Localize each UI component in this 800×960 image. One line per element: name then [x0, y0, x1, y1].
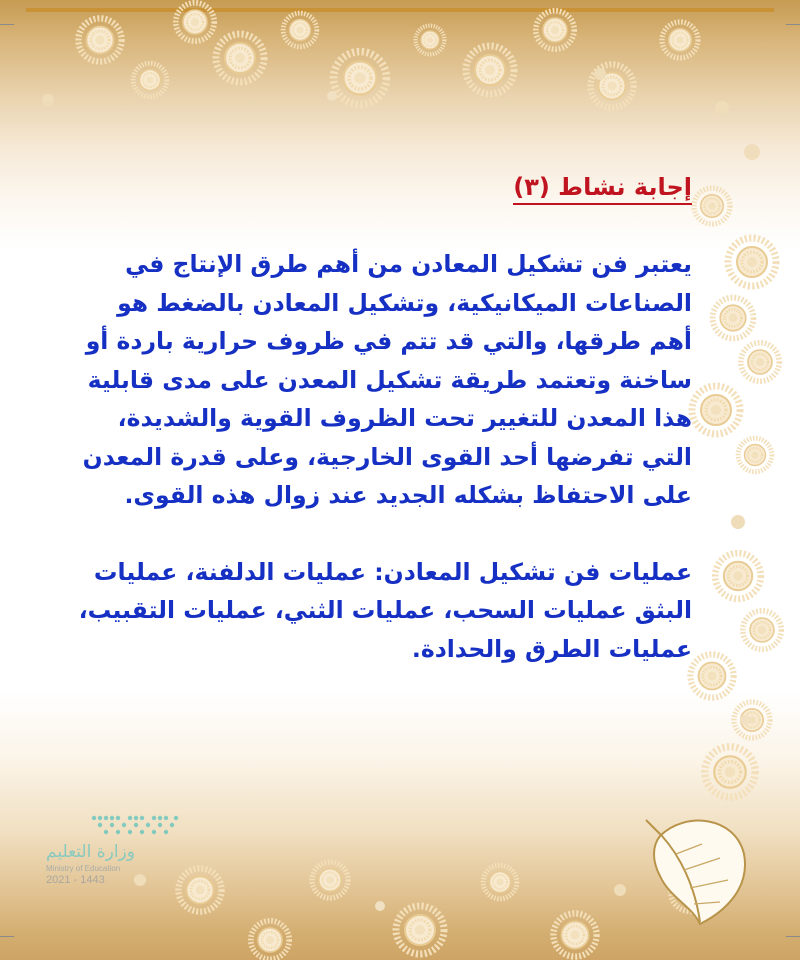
ministry-logo	[44, 812, 184, 892]
activity-heading: إجابة نشاط (٣)	[513, 171, 692, 205]
ministry-name-ar: وزارة التعليم	[46, 842, 135, 862]
paragraph-forming-processes: عمليات فن تشكيل المعادن: عمليات الدلفنة، عمليات البثق عمليات السحب، عمليات الثني، عمليات التقبيب، عمليات الطرق والحدادة.	[78, 557, 692, 663]
ministry-logo-icon	[90, 812, 182, 838]
edition-year: 2021 - 1443	[46, 874, 105, 886]
ministry-name-en: Ministry of Education	[46, 864, 121, 873]
leaf-ornament-icon	[640, 806, 752, 928]
activity-answer	[74, 168, 692, 706]
paragraph-metal-forming: يعتبر فن تشكيل المعادن من أهم طرق الإنتاج في الصناعات الميكانيكية، وتشكيل المعادن بالضغط هو أهم طرقها، والتي قد تتم في ظروف حرارية باردة أو ساخنة وتعتمد طريقة تشكيل المعدن على مدى قابلية هذا المعدن للتغيير تحت الظروف القوية والشديدة، التي تفرضها أحد القوى الخارجية، وعلى قدرة المعدن على الاحتفاظ بشكله الجديد عند زوال هذه القوى.	[82, 250, 692, 509]
